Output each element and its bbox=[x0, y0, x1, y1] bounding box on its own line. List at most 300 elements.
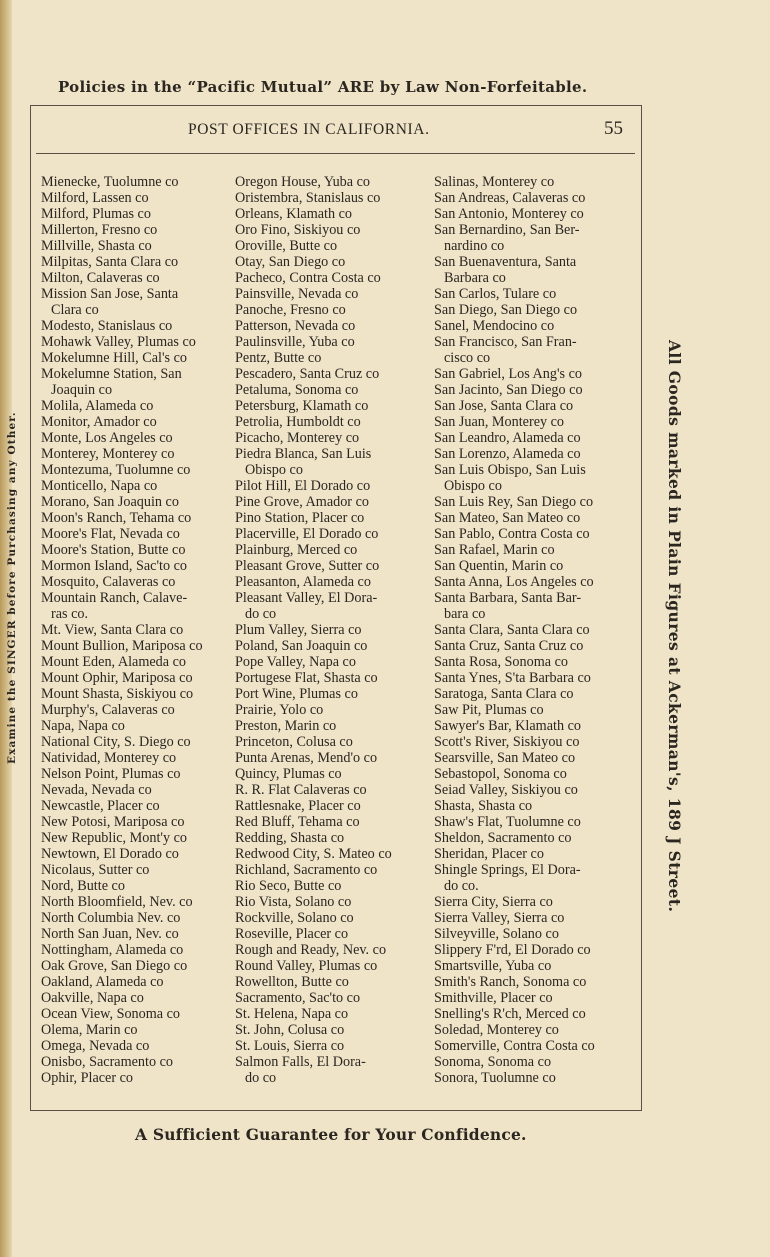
post-office-entry bbox=[235, 350, 431, 366]
post-office-entry bbox=[41, 974, 237, 990]
entry-line: Mountain Ranch, Calave- bbox=[41, 590, 188, 606]
entry-line: New Republic, Mont'y co bbox=[41, 830, 187, 846]
entry-line: Pleasanton, Alameda co bbox=[235, 574, 371, 590]
entry-line: Rattlesnake, Placer co bbox=[235, 798, 361, 814]
entry-line: National City, S. Diego co bbox=[41, 734, 191, 750]
post-office-entry bbox=[434, 430, 630, 446]
post-office-entry bbox=[41, 318, 237, 334]
post-office-entry bbox=[235, 526, 431, 542]
post-office-entry bbox=[434, 894, 630, 910]
entry-line: Roseville, Placer co bbox=[235, 926, 349, 942]
entry-line: Monitor, Amador co bbox=[41, 414, 157, 430]
entry-line: Rio Seco, Butte co bbox=[235, 878, 342, 894]
entry-line: Olema, Marin co bbox=[41, 1022, 138, 1038]
entry-line: Monterey, Monterey co bbox=[41, 446, 175, 462]
post-office-entry bbox=[41, 958, 237, 974]
post-office-entry bbox=[41, 782, 237, 798]
entry-line: Mienecke, Tuolumne co bbox=[41, 174, 179, 190]
post-office-entry bbox=[235, 878, 431, 894]
entry-line: Somerville, Contra Costa co bbox=[434, 1038, 595, 1054]
entry-line: Nelson Point, Plumas co bbox=[41, 766, 181, 782]
entry-line: North Columbia Nev. co bbox=[41, 910, 181, 926]
entry-line: Mohawk Valley, Plumas co bbox=[41, 334, 196, 350]
post-office-entry bbox=[41, 334, 237, 350]
entry-line: San Bernardino, San Ber- bbox=[434, 222, 580, 238]
post-office-entry bbox=[235, 174, 431, 190]
entry-line: Pacheco, Contra Costa co bbox=[235, 270, 381, 286]
post-office-entry bbox=[41, 238, 237, 254]
entry-line: Rockville, Solano co bbox=[235, 910, 354, 926]
entry-line: Milpitas, Santa Clara co bbox=[41, 254, 179, 270]
bottom-advertisement: A Sufficient Guarantee for Your Confidence. bbox=[135, 1125, 527, 1144]
post-office-entry bbox=[235, 574, 431, 590]
post-office-entry bbox=[434, 862, 630, 894]
post-office-column-3 bbox=[434, 174, 630, 1086]
post-office-entry bbox=[41, 1070, 237, 1086]
post-office-entry bbox=[41, 510, 237, 526]
post-office-entry bbox=[434, 382, 630, 398]
post-office-entry bbox=[235, 1022, 431, 1038]
entry-line: Plum Valley, Sierra co bbox=[235, 622, 362, 638]
entry-line: Millerton, Fresno co bbox=[41, 222, 158, 238]
entry-line: San Carlos, Tulare co bbox=[434, 286, 557, 302]
post-office-entry bbox=[41, 878, 237, 894]
entry-continuation: cisco co bbox=[444, 350, 491, 366]
entry-line: Moore's Flat, Nevada co bbox=[41, 526, 180, 542]
post-office-entry bbox=[235, 958, 431, 974]
entry-line: Quincy, Plumas co bbox=[235, 766, 342, 782]
entry-line: San Pablo, Contra Costa co bbox=[434, 526, 590, 542]
post-office-entry bbox=[41, 1022, 237, 1038]
entry-line: Morano, San Joaquin co bbox=[41, 494, 179, 510]
entry-line: Pilot Hill, El Dorado co bbox=[235, 478, 371, 494]
entry-line: San Mateo, San Mateo co bbox=[434, 510, 581, 526]
entry-line: Santa Anna, Los Angeles co bbox=[434, 574, 594, 590]
post-office-entry bbox=[434, 1054, 630, 1070]
entry-line: Pentz, Butte co bbox=[235, 350, 322, 366]
entry-line: Santa Cruz, Santa Cruz co bbox=[434, 638, 584, 654]
post-office-entry bbox=[434, 398, 630, 414]
entry-line: North Bloomfield, Nev. co bbox=[41, 894, 193, 910]
post-office-entry bbox=[235, 1054, 431, 1086]
entry-line: Milford, Plumas co bbox=[41, 206, 151, 222]
right-side-advertisement: All Goods marked in Plain Figures at Ackerman's, 189 J Street. bbox=[665, 340, 684, 913]
post-office-entry bbox=[235, 734, 431, 750]
entry-line: Oroville, Butte co bbox=[235, 238, 338, 254]
post-office-column-2 bbox=[235, 174, 431, 1086]
post-office-entry bbox=[235, 622, 431, 638]
post-office-entry bbox=[235, 894, 431, 910]
post-office-entry bbox=[434, 1022, 630, 1038]
post-office-entry bbox=[434, 446, 630, 462]
entry-line: San Andreas, Calaveras co bbox=[434, 190, 586, 206]
post-office-entry bbox=[235, 398, 431, 414]
post-office-entry bbox=[434, 302, 630, 318]
post-office-entry bbox=[235, 366, 431, 382]
entry-line: St. Helena, Napa co bbox=[235, 1006, 349, 1022]
entry-line: Mount Eden, Alameda co bbox=[41, 654, 186, 670]
entry-line: San Francisco, San Fran- bbox=[434, 334, 577, 350]
post-office-entry bbox=[41, 830, 237, 846]
post-office-entry bbox=[235, 702, 431, 718]
entry-line: Sheridan, Placer co bbox=[434, 846, 544, 862]
entry-line: Patterson, Nevada co bbox=[235, 318, 356, 334]
post-office-entry bbox=[434, 974, 630, 990]
entry-line: Soledad, Monterey co bbox=[434, 1022, 559, 1038]
post-office-entry bbox=[235, 430, 431, 446]
post-office-entry bbox=[434, 542, 630, 558]
entry-line: Ophir, Placer co bbox=[41, 1070, 134, 1086]
post-office-entry bbox=[41, 670, 237, 686]
post-office-entry bbox=[235, 238, 431, 254]
post-office-entry bbox=[434, 622, 630, 638]
post-office-entry bbox=[41, 398, 237, 414]
entry-line: Shingle Springs, El Dora- bbox=[434, 862, 581, 878]
entry-line: Sonora, Tuolumne co bbox=[434, 1070, 556, 1086]
entry-line: San Lorenzo, Alameda co bbox=[434, 446, 581, 462]
post-office-entry bbox=[434, 702, 630, 718]
entry-line: Montezuma, Tuolumne co bbox=[41, 462, 191, 478]
entry-line: San Gabriel, Los Ang's co bbox=[434, 366, 582, 382]
post-office-entry bbox=[235, 750, 431, 766]
entry-line: Saw Pit, Plumas co bbox=[434, 702, 544, 718]
entry-line: San Juan, Monterey co bbox=[434, 414, 565, 430]
entry-line: Round Valley, Plumas co bbox=[235, 958, 378, 974]
top-advertisement: Policies in the “Pacific Mutual” ARE by Law Non-Forfeitable. bbox=[58, 78, 588, 96]
post-office-entry bbox=[235, 974, 431, 990]
entry-line: Orleans, Klamath co bbox=[235, 206, 353, 222]
entry-line: Onisbo, Sacramento co bbox=[41, 1054, 173, 1070]
entry-line: Prairie, Yolo co bbox=[235, 702, 324, 718]
entry-line: Redwood City, S. Mateo co bbox=[235, 846, 392, 862]
entry-line: Mokelumne Station, San bbox=[41, 366, 182, 382]
entry-line: Smartsville, Yuba co bbox=[434, 958, 552, 974]
entry-line: Moon's Ranch, Tehama co bbox=[41, 510, 192, 526]
post-office-entry bbox=[434, 206, 630, 222]
post-office-entry bbox=[434, 846, 630, 862]
entry-line: Placerville, El Dorado co bbox=[235, 526, 379, 542]
entry-line: Sebastopol, Sonoma co bbox=[434, 766, 567, 782]
entry-line: Smith's Ranch, Sonoma co bbox=[434, 974, 587, 990]
entry-line: Sacramento, Sac'to co bbox=[235, 990, 361, 1006]
entry-line: Petersburg, Klamath co bbox=[235, 398, 369, 414]
entry-continuation: ras co. bbox=[51, 606, 89, 622]
post-office-entry bbox=[41, 894, 237, 910]
post-office-entry bbox=[41, 494, 237, 510]
entry-line: San Rafael, Marin co bbox=[434, 542, 555, 558]
post-office-entry bbox=[434, 958, 630, 974]
post-office-entry bbox=[434, 782, 630, 798]
post-office-entry bbox=[235, 590, 431, 622]
entry-line: Shaw's Flat, Tuolumne co bbox=[434, 814, 581, 830]
post-office-entry bbox=[41, 350, 237, 366]
entry-line: San Jose, Santa Clara co bbox=[434, 398, 574, 414]
entry-line: Sawyer's Bar, Klamath co bbox=[434, 718, 581, 734]
entry-line: Murphy's, Calaveras co bbox=[41, 702, 175, 718]
entry-line: Pescadero, Santa Cruz co bbox=[235, 366, 380, 382]
post-office-entry bbox=[434, 942, 630, 958]
post-office-entry bbox=[235, 254, 431, 270]
post-office-entry bbox=[41, 1054, 237, 1070]
entry-line: Smithville, Placer co bbox=[434, 990, 553, 1006]
header-rule bbox=[36, 153, 635, 154]
entry-line: Painsville, Nevada co bbox=[235, 286, 359, 302]
post-office-entry bbox=[235, 926, 431, 942]
entry-line: San Jacinto, San Diego co bbox=[434, 382, 583, 398]
post-office-entry bbox=[434, 190, 630, 206]
post-office-entry bbox=[41, 734, 237, 750]
entry-line: Pine Grove, Amador co bbox=[235, 494, 369, 510]
post-office-entry bbox=[235, 542, 431, 558]
entry-line: San Diego, San Diego co bbox=[434, 302, 578, 318]
post-office-entry bbox=[434, 1006, 630, 1022]
entry-line: Sheldon, Sacramento co bbox=[434, 830, 572, 846]
entry-line: Scott's River, Siskiyou co bbox=[434, 734, 580, 750]
entry-continuation: Barbara co bbox=[444, 270, 506, 286]
post-office-entry bbox=[434, 574, 630, 590]
entry-line: Millville, Shasta co bbox=[41, 238, 152, 254]
entry-continuation: bara co bbox=[444, 606, 486, 622]
entry-line: Silveyville, Solano co bbox=[434, 926, 559, 942]
entry-line: Punta Arenas, Mend'o co bbox=[235, 750, 378, 766]
post-office-entry bbox=[434, 766, 630, 782]
post-office-entry bbox=[235, 846, 431, 862]
post-office-entry bbox=[235, 862, 431, 878]
entry-line: Newtown, El Dorado co bbox=[41, 846, 179, 862]
entry-line: Pleasant Valley, El Dora- bbox=[235, 590, 378, 606]
entry-line: Panoche, Fresno co bbox=[235, 302, 346, 318]
post-office-entry bbox=[41, 206, 237, 222]
entry-line: Santa Ynes, S'ta Barbara co bbox=[434, 670, 591, 686]
post-office-entry bbox=[434, 286, 630, 302]
entry-continuation: Obispo co bbox=[444, 478, 502, 494]
post-office-entry bbox=[434, 926, 630, 942]
entry-line: Searsville, San Mateo co bbox=[434, 750, 576, 766]
entry-line: Princeton, Colusa co bbox=[235, 734, 353, 750]
entry-line: Petrolia, Humboldt co bbox=[235, 414, 361, 430]
post-office-entry bbox=[235, 334, 431, 350]
post-office-entry bbox=[41, 590, 237, 622]
post-office-entry bbox=[434, 462, 630, 494]
entry-line: Port Wine, Plumas co bbox=[235, 686, 358, 702]
entry-continuation: Obispo co bbox=[245, 462, 303, 478]
entry-line: Pleasant Grove, Sutter co bbox=[235, 558, 380, 574]
entry-line: Sierra Valley, Sierra co bbox=[434, 910, 565, 926]
entry-line: Poland, San Joaquin co bbox=[235, 638, 368, 654]
entry-line: Santa Barbara, Santa Bar- bbox=[434, 590, 582, 606]
post-office-entry bbox=[41, 750, 237, 766]
entry-line: Preston, Marin co bbox=[235, 718, 337, 734]
post-office-entry bbox=[434, 174, 630, 190]
post-office-entry bbox=[235, 494, 431, 510]
entry-line: San Luis Rey, San Diego co bbox=[434, 494, 594, 510]
running-head: POST OFFICES IN CALIFORNIA. bbox=[188, 121, 430, 138]
entry-line: North San Juan, Nev. co bbox=[41, 926, 179, 942]
post-office-entry bbox=[41, 558, 237, 574]
entry-line: Ocean View, Sonoma co bbox=[41, 1006, 181, 1022]
entry-line: Shasta, Shasta co bbox=[434, 798, 533, 814]
post-office-entry bbox=[41, 654, 237, 670]
post-office-entry bbox=[434, 222, 630, 254]
post-office-entry bbox=[41, 990, 237, 1006]
entry-line: Mount Shasta, Siskiyou co bbox=[41, 686, 194, 702]
post-office-entry bbox=[235, 190, 431, 206]
post-office-entry bbox=[434, 638, 630, 654]
post-office-entry bbox=[41, 766, 237, 782]
post-office-entry bbox=[41, 286, 237, 318]
entry-line: Oak Grove, San Diego co bbox=[41, 958, 188, 974]
entry-line: Oakville, Napa co bbox=[41, 990, 144, 1006]
entry-line: Mormon Island, Sac'to co bbox=[41, 558, 187, 574]
post-office-column-1 bbox=[41, 174, 237, 1086]
post-office-entry bbox=[41, 702, 237, 718]
post-office-entry bbox=[434, 526, 630, 542]
post-office-entry bbox=[434, 334, 630, 366]
post-office-entry bbox=[235, 510, 431, 526]
entry-line: Red Bluff, Tehama co bbox=[235, 814, 360, 830]
post-office-entry bbox=[235, 654, 431, 670]
entry-line: San Quentin, Marin co bbox=[434, 558, 564, 574]
entry-line: Snelling's R'ch, Merced co bbox=[434, 1006, 586, 1022]
entry-line: Modesto, Stanislaus co bbox=[41, 318, 173, 334]
post-office-entry bbox=[434, 734, 630, 750]
post-office-entry bbox=[41, 526, 237, 542]
post-office-entry bbox=[434, 414, 630, 430]
post-office-entry bbox=[41, 542, 237, 558]
entry-continuation: Clara co bbox=[51, 302, 99, 318]
post-office-entry bbox=[41, 478, 237, 494]
post-office-entry bbox=[41, 222, 237, 238]
post-office-entry bbox=[434, 254, 630, 286]
post-office-entry bbox=[235, 446, 431, 478]
entry-line: Paulinsville, Yuba co bbox=[235, 334, 355, 350]
post-office-entry bbox=[41, 846, 237, 862]
entry-line: Pope Valley, Napa co bbox=[235, 654, 356, 670]
post-office-entry bbox=[434, 654, 630, 670]
post-office-entry bbox=[235, 686, 431, 702]
post-office-entry bbox=[434, 830, 630, 846]
entry-line: Nottingham, Alameda co bbox=[41, 942, 184, 958]
post-office-entry bbox=[235, 478, 431, 494]
post-office-entry bbox=[41, 862, 237, 878]
post-office-entry bbox=[41, 942, 237, 958]
post-office-entry bbox=[41, 798, 237, 814]
post-office-entry bbox=[235, 318, 431, 334]
post-office-entry bbox=[41, 718, 237, 734]
entry-line: Mokelumne Hill, Cal's co bbox=[41, 350, 187, 366]
entry-line: R. R. Flat Calaveras co bbox=[235, 782, 367, 798]
entry-line: Otay, San Diego co bbox=[235, 254, 346, 270]
entry-continuation: do co bbox=[245, 1070, 277, 1086]
entry-line: Saratoga, Santa Clara co bbox=[434, 686, 574, 702]
entry-line: Mt. View, Santa Clara co bbox=[41, 622, 184, 638]
entry-line: Omega, Nevada co bbox=[41, 1038, 150, 1054]
entry-line: St. John, Colusa co bbox=[235, 1022, 345, 1038]
entry-line: Milford, Lassen co bbox=[41, 190, 149, 206]
entry-line: Pino Station, Placer co bbox=[235, 510, 365, 526]
post-office-entry bbox=[41, 814, 237, 830]
entry-line: Rough and Ready, Nev. co bbox=[235, 942, 387, 958]
post-office-entry bbox=[41, 190, 237, 206]
entry-line: Molila, Alameda co bbox=[41, 398, 154, 414]
post-office-entry bbox=[235, 814, 431, 830]
post-office-entry bbox=[41, 622, 237, 638]
left-side-advertisement: Examine the SINGER before Purchasing any Other. bbox=[6, 411, 18, 764]
post-office-entry bbox=[434, 558, 630, 574]
entry-line: Mount Bullion, Mariposa co bbox=[41, 638, 203, 654]
post-office-entry bbox=[434, 814, 630, 830]
entry-continuation: do co. bbox=[444, 878, 479, 894]
post-office-entry bbox=[434, 750, 630, 766]
entry-line: Nord, Butte co bbox=[41, 878, 125, 894]
post-office-entry bbox=[434, 910, 630, 926]
entry-line: New Potosi, Mariposa co bbox=[41, 814, 185, 830]
entry-line: Oro Fino, Siskiyou co bbox=[235, 222, 361, 238]
post-office-entry bbox=[41, 910, 237, 926]
post-office-entry bbox=[434, 718, 630, 734]
post-office-entry bbox=[235, 942, 431, 958]
post-office-entry bbox=[434, 1038, 630, 1054]
entry-line: Napa, Napa co bbox=[41, 718, 125, 734]
post-office-entry bbox=[41, 462, 237, 478]
entry-line: Seiad Valley, Siskiyou co bbox=[434, 782, 578, 798]
post-office-entry bbox=[235, 270, 431, 286]
entry-continuation: nardino co bbox=[444, 238, 505, 254]
entry-line: Salmon Falls, El Dora- bbox=[235, 1054, 366, 1070]
entry-line: Salinas, Monterey co bbox=[434, 174, 555, 190]
entry-line: San Leandro, Alameda co bbox=[434, 430, 581, 446]
post-office-entry bbox=[41, 430, 237, 446]
post-office-entry bbox=[41, 686, 237, 702]
entry-line: Moore's Station, Butte co bbox=[41, 542, 186, 558]
entry-line: Picacho, Monterey co bbox=[235, 430, 360, 446]
post-office-entry bbox=[235, 382, 431, 398]
post-office-entry bbox=[235, 302, 431, 318]
post-office-entry bbox=[235, 798, 431, 814]
post-office-entry bbox=[434, 590, 630, 622]
post-office-entry bbox=[41, 366, 237, 398]
post-office-entry bbox=[41, 414, 237, 430]
entry-line: Mount Ophir, Mariposa co bbox=[41, 670, 193, 686]
entry-continuation: Joaquin co bbox=[51, 382, 113, 398]
post-office-entry bbox=[41, 926, 237, 942]
post-office-entry bbox=[235, 206, 431, 222]
post-office-entry bbox=[235, 1038, 431, 1054]
entry-line: Petaluma, Sonoma co bbox=[235, 382, 359, 398]
post-office-entry bbox=[235, 222, 431, 238]
entry-line: Milton, Calaveras co bbox=[41, 270, 160, 286]
post-office-entry bbox=[235, 910, 431, 926]
post-office-entry bbox=[434, 670, 630, 686]
entry-line: Portugese Flat, Shasta co bbox=[235, 670, 378, 686]
entry-line: Richland, Sacramento co bbox=[235, 862, 378, 878]
entry-line: Nevada, Nevada co bbox=[41, 782, 152, 798]
post-office-entry bbox=[235, 766, 431, 782]
entry-line: Oristembra, Stanislaus co bbox=[235, 190, 381, 206]
entry-line: Redding, Shasta co bbox=[235, 830, 345, 846]
post-office-entry bbox=[235, 414, 431, 430]
post-office-entry bbox=[41, 174, 237, 190]
post-office-entry bbox=[235, 718, 431, 734]
entry-line: St. Louis, Sierra co bbox=[235, 1038, 345, 1054]
entry-line: Rio Vista, Solano co bbox=[235, 894, 352, 910]
post-office-entry bbox=[235, 830, 431, 846]
entry-line: Santa Clara, Santa Clara co bbox=[434, 622, 590, 638]
post-office-entry bbox=[41, 446, 237, 462]
entry-line: Natividad, Monterey co bbox=[41, 750, 177, 766]
post-office-entry bbox=[434, 366, 630, 382]
post-office-entry bbox=[434, 510, 630, 526]
